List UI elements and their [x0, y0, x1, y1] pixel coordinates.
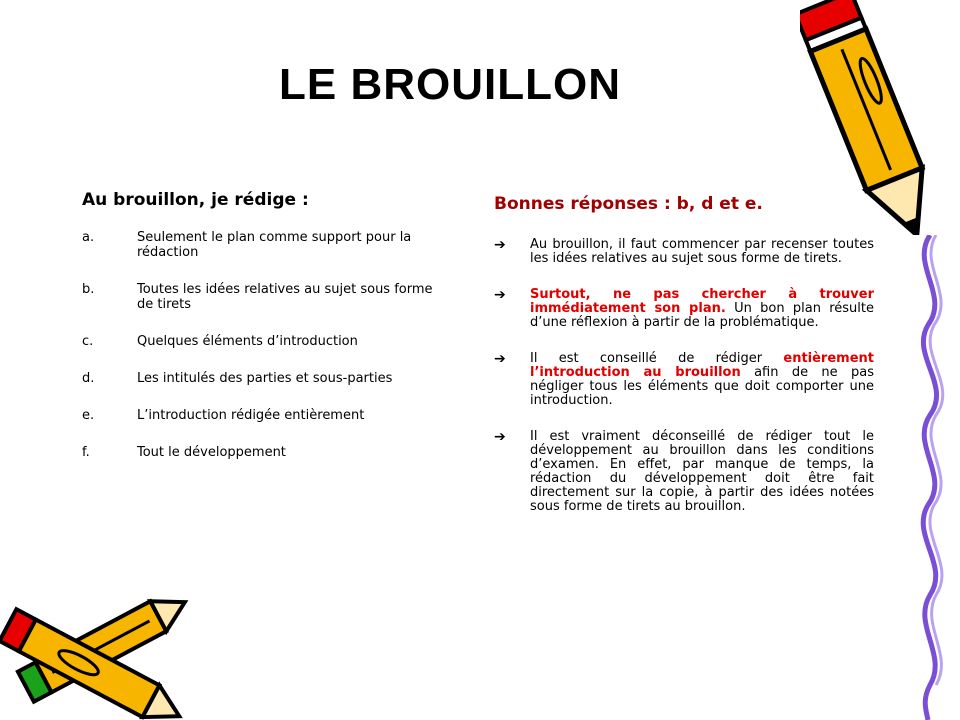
explanation-item: [494, 430, 874, 514]
explanation-text: Au brouillon, il faut commencer par recenser toutes les idées relatives au sujet sous forme de tirets.: [530, 237, 874, 266]
option-text: Tout le développement: [137, 445, 286, 460]
explanation-list: [494, 238, 874, 514]
option-text: L’introduction rédigée entièrement: [137, 408, 365, 423]
option-item: [82, 334, 452, 349]
arrow-icon: ➔: [494, 287, 506, 303]
explanation-text: Il est vraiment déconseillé de rédiger tout le développement au brouillon dans les conditions d’examen. En effet, par manque de temps, la rédaction du développement doit être fait directement sur la copie, à partir des idées notées sous forme de tirets au brouillon.: [530, 429, 874, 514]
explanation-text: Surtout, ne pas chercher à trouver immédiatement son plan. Un bon plan résulte d’une réflexion à partir de la problématique.: [530, 287, 875, 330]
option-item: [82, 371, 452, 386]
slide-title: LE BROUILLON: [279, 60, 621, 109]
option-text: Les intitulés des parties et sous-parties: [137, 371, 393, 386]
answer-column: [494, 194, 874, 536]
explanation-item: [494, 352, 874, 408]
question-column: [82, 190, 452, 482]
explanation-item: [494, 288, 874, 330]
option-letter: e.: [82, 408, 95, 423]
pencils-icon: [0, 575, 200, 720]
option-text: Quelques éléments d’introduction: [137, 334, 358, 349]
question-heading: Au brouillon, je rédige :: [82, 190, 309, 210]
explanation-text: Il est conseillé de rédiger entièrement l’introduction au brouillon afin de ne pas négliger tous les éléments que doit comporter une introduction.: [530, 351, 874, 408]
pencil-icon: [800, 0, 960, 235]
arrow-icon: ➔: [494, 429, 506, 445]
option-letter: a.: [82, 230, 95, 245]
explanation-item: [494, 238, 874, 266]
option-item: [82, 408, 452, 423]
arrow-icon: ➔: [494, 351, 506, 367]
option-text: Toutes les idées relatives au sujet sous forme de tirets: [137, 282, 433, 312]
answer-options-list: [82, 230, 452, 460]
option-text: Seulement le plan comme support pour la rédaction: [137, 230, 412, 260]
highlight-text: entièrement l’introduction au brouillon: [530, 351, 874, 380]
option-item: [82, 282, 452, 312]
option-item: [82, 230, 452, 260]
arrow-icon: ➔: [494, 237, 506, 253]
answer-heading: Bonnes réponses : b, d et e.: [494, 194, 763, 214]
scribble-icon: [900, 235, 960, 720]
option-letter: b.: [82, 282, 95, 297]
option-letter: d.: [82, 371, 95, 386]
highlight-text: Surtout, ne pas chercher à trouver immédiatement son plan.: [530, 287, 874, 316]
option-item: [82, 445, 452, 460]
option-letter: f.: [82, 445, 90, 460]
option-letter: c.: [82, 334, 94, 349]
